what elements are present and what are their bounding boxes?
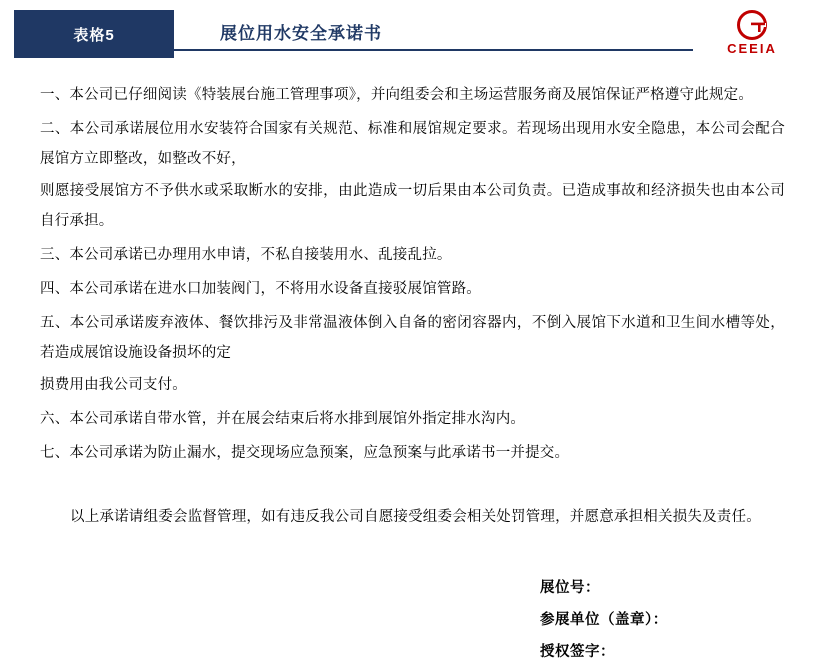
clause-3: 三、本公司承诺已办理用水申请，不私自接装用水、乱接乱拉。 bbox=[40, 247, 452, 263]
logo-text: CEEIA bbox=[727, 41, 777, 56]
document-body bbox=[40, 80, 785, 668]
page-title: 展位用水安全承诺书 bbox=[220, 23, 382, 43]
form-number-label: 表格5 bbox=[73, 26, 115, 44]
signature-field-exhibitor-seal: 参展单位（盖章）： bbox=[540, 612, 668, 628]
clause-6: 六、本公司承诺自带水管，并在展会结束后将水排到展馆外指定排水沟内。 bbox=[40, 411, 526, 427]
form-number-tag bbox=[14, 10, 174, 58]
ceeia-logo-icon bbox=[737, 10, 767, 40]
logo bbox=[693, 10, 811, 58]
title-underline-rule bbox=[174, 49, 693, 51]
clause-1: 一、本公司已仔细阅读《特装展台施工管理事项》，并向组委会和主场运营服务商及展馆保证严格遵守此规定。 bbox=[40, 87, 754, 103]
clause-7: 七、本公司承诺为防止漏水，提交现场应急预案，应急预案与此承诺书一并提交。 bbox=[40, 445, 570, 461]
title-block bbox=[174, 10, 693, 58]
document-page bbox=[0, 10, 825, 660]
clause-2-line-2: 则愿接受展馆方不予供水或采取断水的安排，由此造成一切后果由本公司负责。已造成事故和经济损失也由本公司自行承担。 bbox=[40, 183, 785, 229]
pledge-statement: 以上承诺请组委会监督管理，如有违反我公司自愿接受组委会相关处罚管理，并愿意承担相关损失及责任。 bbox=[70, 509, 761, 525]
clause-4: 四、本公司承诺在进水口加装阀门，不将用水设备直接驳展馆管路。 bbox=[40, 281, 481, 297]
clause-5-line-2: 损费用由我公司支付。 bbox=[40, 377, 187, 393]
clause-5-line-1: 五、本公司承诺废弃液体、餐饮排污及非常温液体倒入自备的密闭容器内，不倒入展馆下水道和卫生间水槽等处，若造成展馆设施设备损坏的定 bbox=[40, 315, 785, 361]
signature-area bbox=[40, 572, 785, 668]
signature-field-authorized-signature: 授权签字： bbox=[540, 644, 615, 660]
document-header bbox=[14, 10, 811, 58]
signature-field-booth-number: 展位号： bbox=[540, 580, 600, 596]
clause-2-line-1: 二、本公司承诺展位用水安装符合国家有关规范、标准和展馆规定要求。若现场出现用水安全隐患，本公司会配合展馆方立即整改，如整改不好， bbox=[40, 121, 785, 167]
